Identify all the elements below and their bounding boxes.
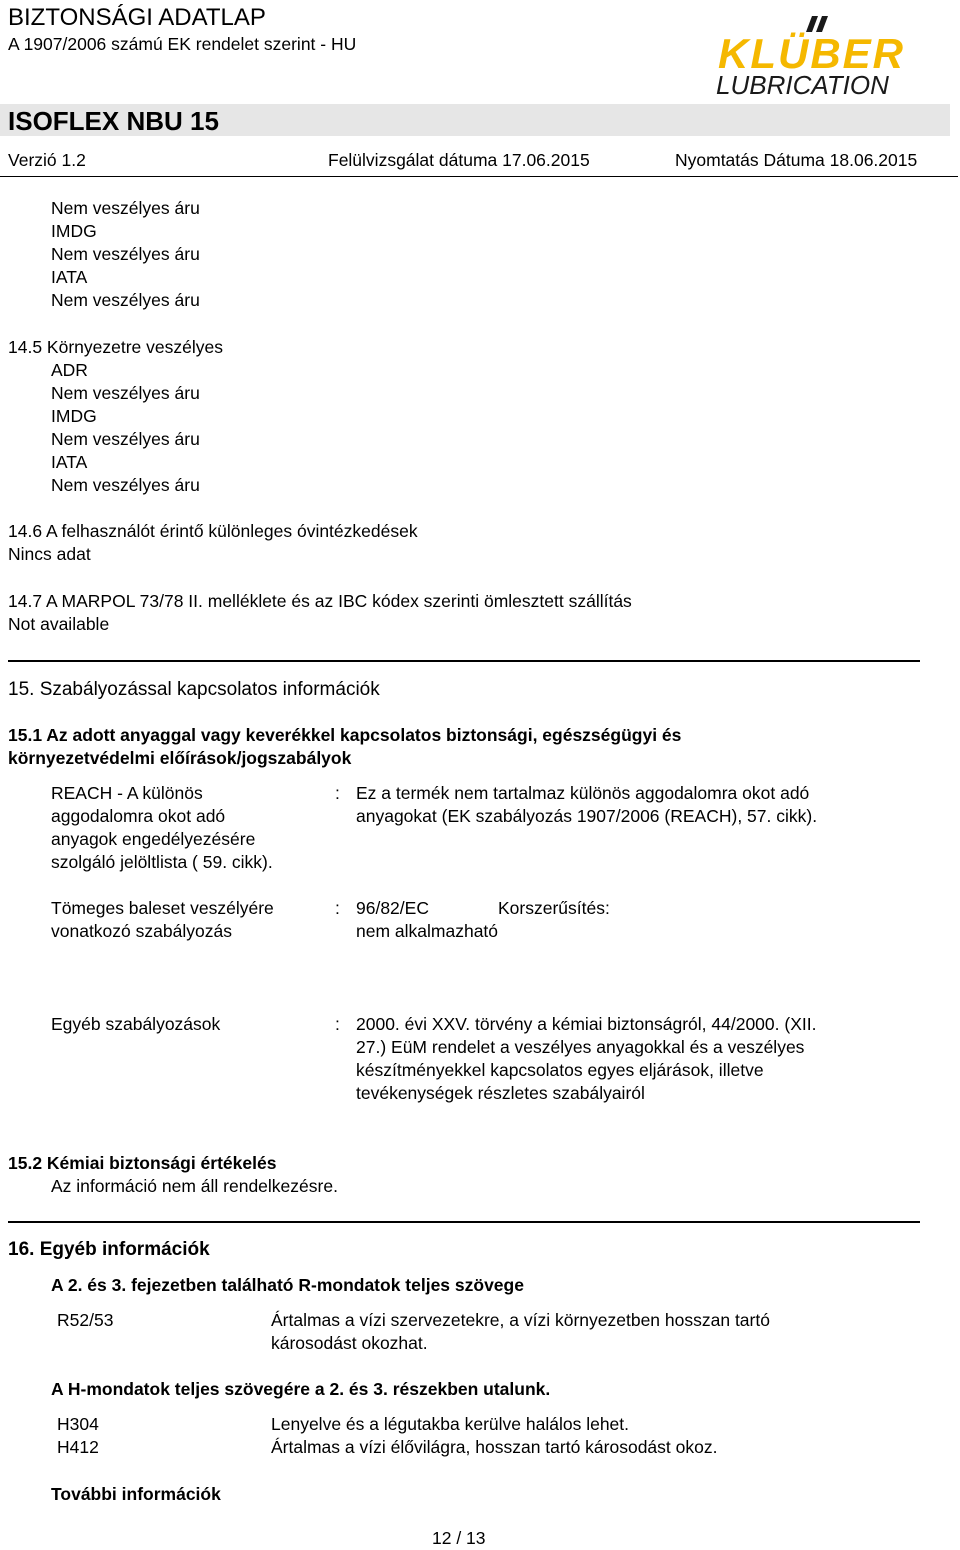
colon: :: [335, 783, 340, 803]
page-number: 12 / 13: [432, 1528, 486, 1548]
r-phrase-text: Ártalmas a vízi szervezetekre, a vízi környezetben hosszan tartó: [271, 1310, 770, 1330]
colon: :: [335, 1014, 340, 1034]
section-15-2-text: Az információ nem áll rendelkezésre.: [51, 1176, 338, 1196]
h-phrase-text: Ártalmas a vízi élővilágra, hosszan tartó károsodást okoz.: [271, 1437, 718, 1457]
seveso-label: Tömeges baleset veszélyére: [51, 898, 274, 918]
section-14-7-heading: 14.7 A MARPOL 73/78 II. melléklete és az IBC kódex szerinti ömlesztett szállítás: [8, 591, 632, 611]
text-line: IMDG: [51, 406, 97, 426]
other-regulations-value: tevékenységek részletes szabályairól: [356, 1083, 645, 1103]
reach-value: anyagokat (EK szabályozás 1907/2006 (REACH), 57. cikk).: [356, 806, 818, 826]
other-regulations-label: Egyéb szabályozások: [51, 1014, 221, 1034]
section-15-1-heading: 15.1 Az adott anyaggal vagy keverékkel kapcsolatos biztonsági, egészségügyi és: [8, 725, 682, 745]
section-16-heading: 16. Egyéb információk: [8, 1239, 210, 1260]
section-15-1-heading: környezetvédelmi előírások/jogszabályok: [8, 748, 352, 768]
seveso-update-label: Korszerűsítés:: [498, 898, 610, 918]
reach-value: Ez a termék nem tartalmaz különös aggodalomra okot adó: [356, 783, 810, 803]
other-regulations-value: 27.) EüM rendelet a veszélyes anyagokkal és a veszélyes: [356, 1037, 805, 1057]
further-info-heading: További információk: [51, 1484, 221, 1504]
revision-date: Felülvizsgálat dátuma 17.06.2015: [328, 150, 590, 170]
text-line: Nem veszélyes áru: [51, 244, 200, 264]
seveso-not-applicable: nem alkalmazható: [356, 921, 499, 941]
reach-label: REACH - A különös: [51, 783, 203, 803]
r-phrase-code: R52/53: [57, 1310, 114, 1330]
section-14-6-heading: 14.6 A felhasználót érintő különleges óvintézkedések: [8, 521, 418, 541]
product-name: ISOFLEX NBU 15: [8, 106, 219, 136]
text-line: IATA: [51, 452, 88, 472]
reach-label: szolgáló jelöltlista ( 59. cikk).: [51, 852, 273, 872]
section-divider: [8, 660, 920, 662]
header-divider: [0, 176, 958, 177]
section-14-6-text: Nincs adat: [8, 544, 91, 564]
h-phrase-code: H412: [57, 1437, 99, 1457]
r-phrase-text: károsodást okozhat.: [271, 1333, 428, 1353]
text-line: Nem veszélyes áru: [51, 429, 200, 449]
text-line: IATA: [51, 267, 88, 287]
other-regulations-value: 2000. évi XXV. törvény a kémiai biztonságról, 44/2000. (XII.: [356, 1014, 817, 1034]
text-line: ADR: [51, 360, 88, 380]
h-phrase-code: H304: [57, 1414, 99, 1434]
h-phrases-heading: A H-mondatok teljes szövegére a 2. és 3. részekben utalunk.: [51, 1379, 551, 1399]
text-line: Nem veszélyes áru: [51, 198, 200, 218]
logo-brand-lubrication: LUBRICATION: [716, 70, 889, 100]
reach-label: anyagok engedélyezésére: [51, 829, 256, 849]
other-regulations-value: készítményekkel kapcsolatos egyes eljárások, illetve: [356, 1060, 764, 1080]
reach-label: aggodalomra okot adó: [51, 806, 226, 826]
text-line: IMDG: [51, 221, 97, 241]
r-phrases-heading: A 2. és 3. fejezetben található R-mondatok teljes szövege: [51, 1275, 524, 1295]
section-15-heading: 15. Szabályozással kapcsolatos információk: [8, 679, 380, 700]
seveso-label: vonatkozó szabályozás: [51, 921, 232, 941]
seveso-code: 96/82/EC: [356, 898, 429, 918]
section-14-7-text: Not available: [8, 614, 110, 634]
print-date: Nyomtatás Dátuma 18.06.2015: [675, 150, 918, 170]
h-phrase-text: Lenyelve és a légutakba kerülve halálos lehet.: [271, 1414, 630, 1434]
text-line: Nem veszélyes áru: [51, 290, 200, 310]
document-subtitle: A 1907/2006 számú EK rendelet szerint - HU: [8, 34, 357, 54]
document-title: BIZTONSÁGI ADATLAP: [8, 4, 266, 31]
section-15-2-heading: 15.2 Kémiai biztonsági értékelés: [8, 1153, 277, 1173]
section-14-5-heading: 14.5 Környezetre veszélyes: [8, 337, 223, 357]
section-divider: [8, 1221, 920, 1223]
text-line: Nem veszélyes áru: [51, 383, 200, 403]
colon: :: [335, 898, 340, 918]
text-line: Nem veszélyes áru: [51, 475, 200, 495]
kluber-logo: [712, 8, 948, 100]
logo-brand-kluber: KLÜBER: [718, 30, 905, 77]
version: Verzió 1.2: [8, 150, 86, 170]
